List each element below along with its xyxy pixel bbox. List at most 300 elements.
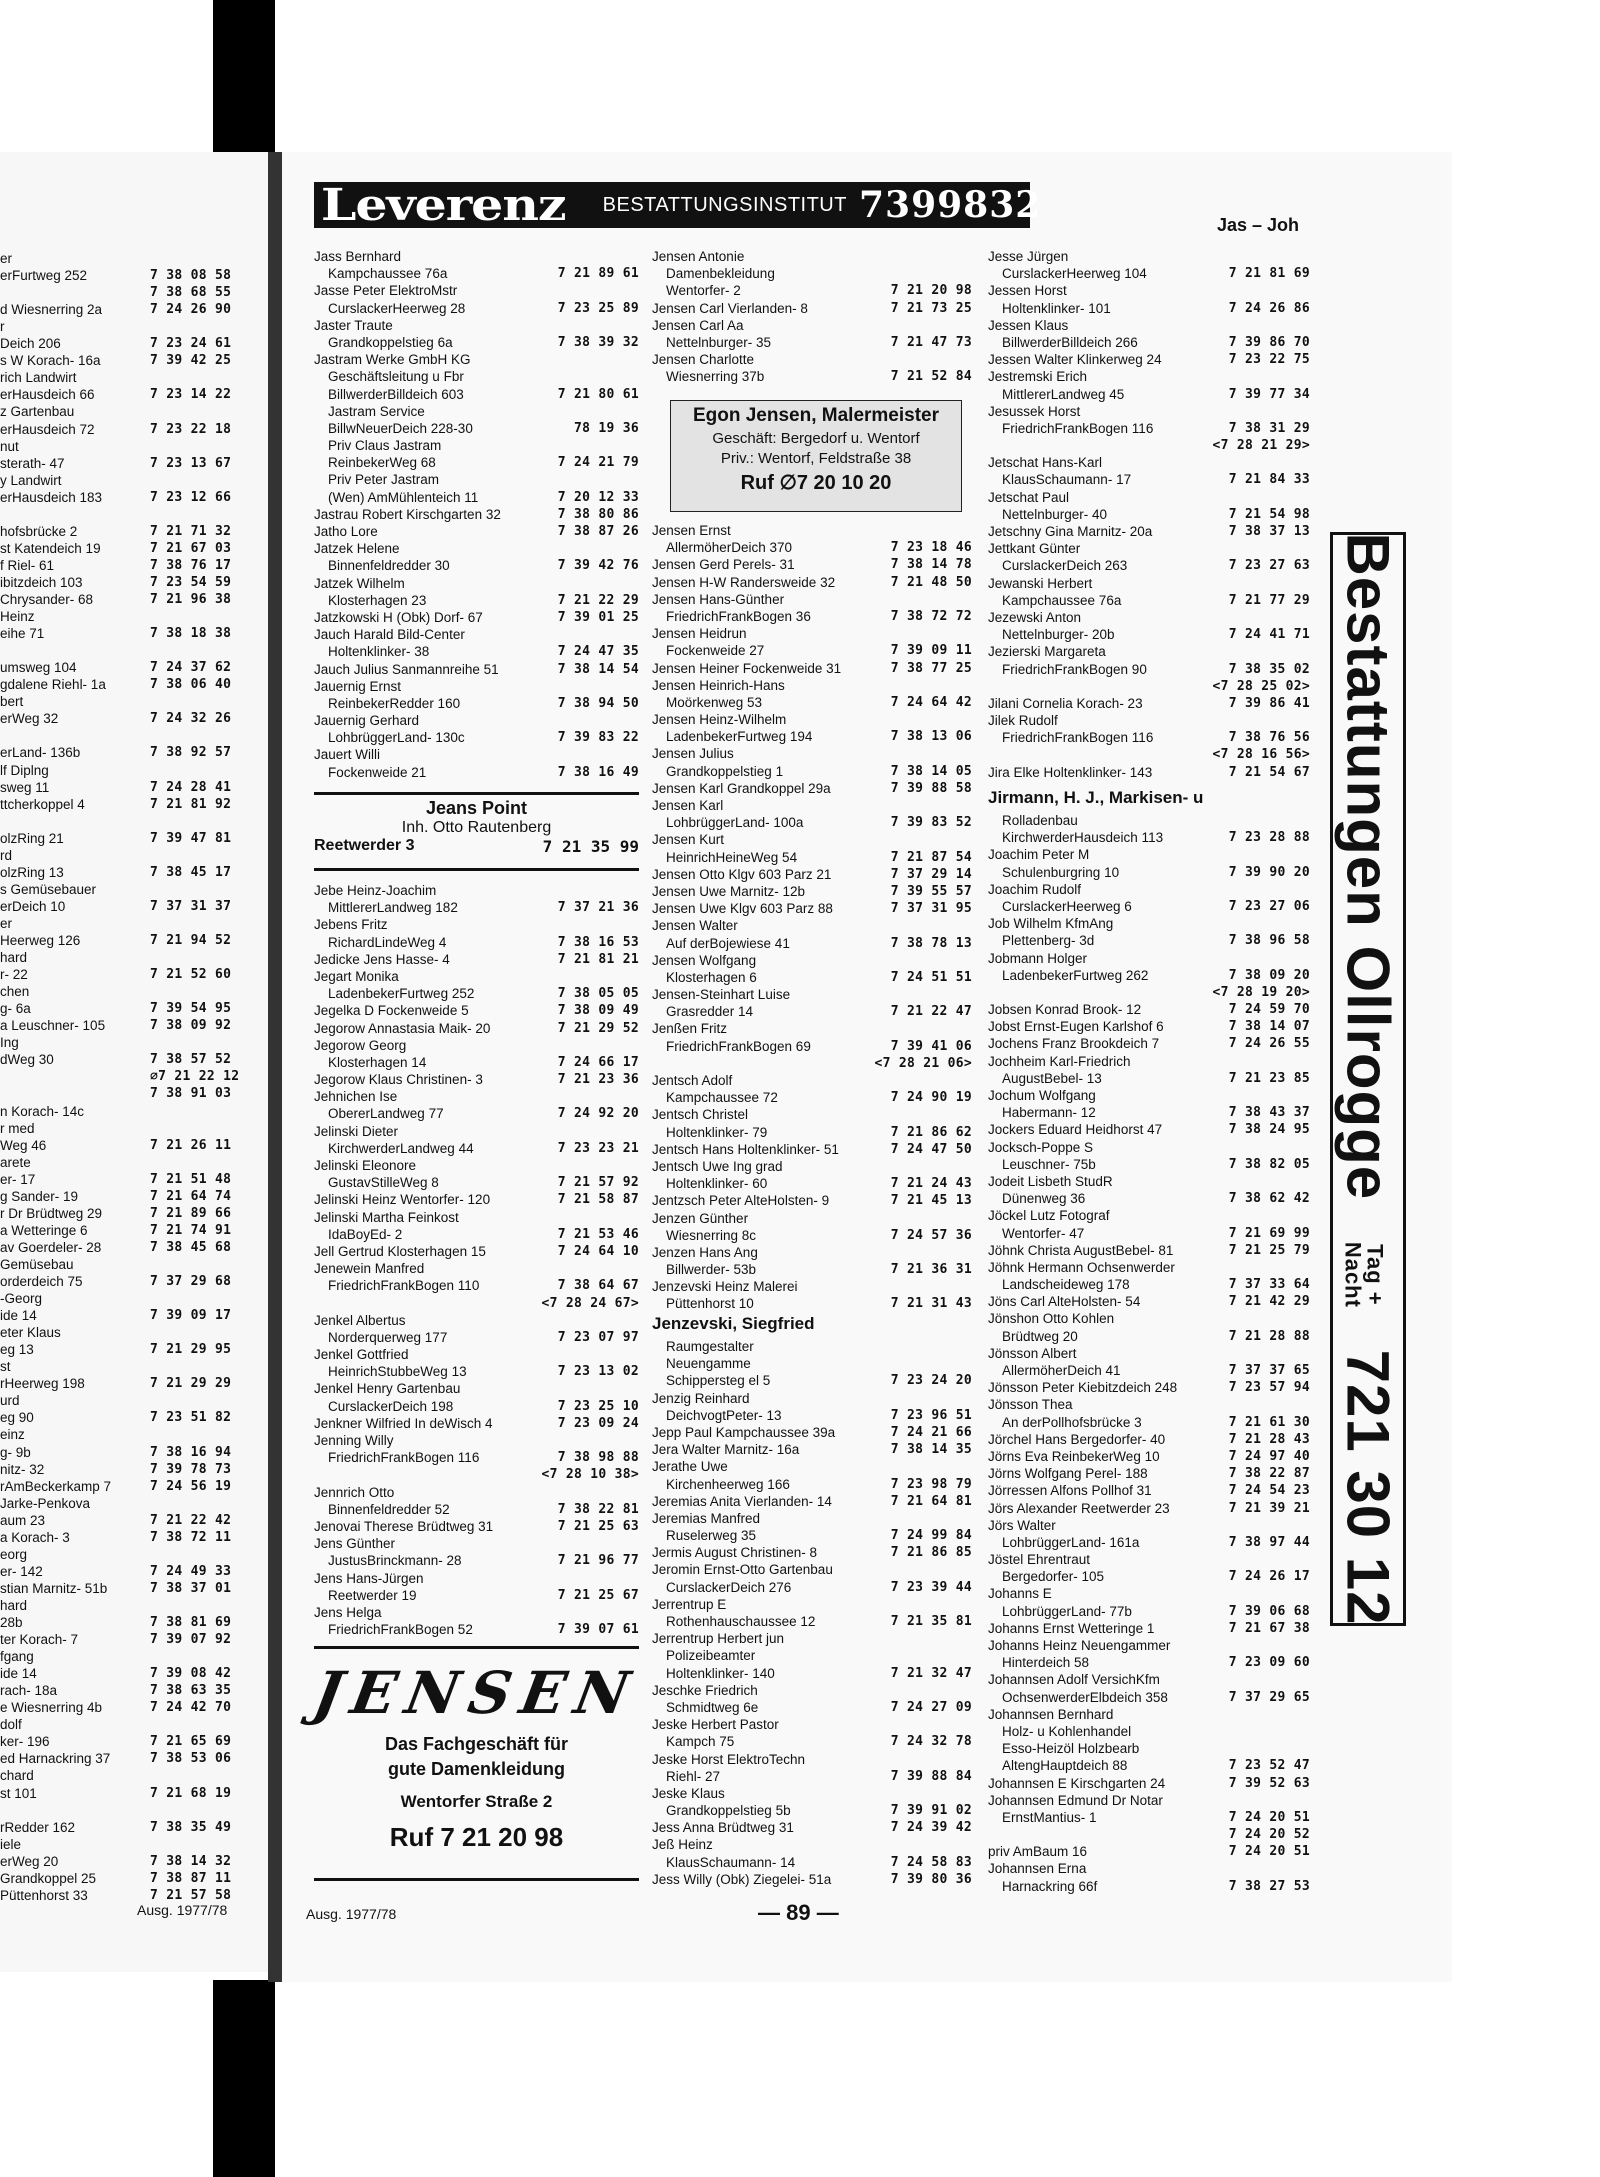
entry-name: Johannsen Erna: [988, 1861, 1087, 1877]
entry-phone: 7 21 47 73: [890, 334, 972, 350]
entry-phone: 7 23 52 47: [1228, 1758, 1310, 1774]
entry-phone: 7 24 47 50: [890, 1141, 972, 1157]
listing-entry: [988, 1689, 1310, 1706]
listing-entry: [988, 1551, 1310, 1568]
listing-entry: [652, 1561, 972, 1578]
listing-entry: [988, 506, 1310, 523]
entry-name: rach- 18a: [0, 1683, 58, 1699]
entry-name: ed Harnackring 37: [0, 1751, 111, 1767]
listing-entry: [314, 1054, 639, 1071]
listing-entry: [314, 729, 639, 746]
entry-name: ReinbekerWeg 68: [328, 455, 436, 471]
entry-name: Damenbekleidung: [666, 266, 775, 282]
entry-name: nut: [0, 438, 19, 454]
entry-name: Moörkenweg 53: [666, 694, 763, 710]
entry-name: Jesse Jürgen: [988, 249, 1069, 264]
entry-name: Grandkoppelstieg 1: [666, 763, 784, 779]
entry-name: Kampchaussee 76a: [328, 266, 448, 282]
entry-name: bert: [0, 694, 24, 710]
listing-entry: [314, 916, 639, 933]
listing-entry: [988, 898, 1310, 915]
listing-entry: [652, 1124, 972, 1141]
entry-name: GustavStilleWeg 8: [328, 1175, 439, 1191]
entry-phone: 7 38 63 35: [150, 1683, 232, 1699]
entry-phone: 7 21 61 30: [1228, 1414, 1310, 1430]
listing-entry: [988, 1792, 1310, 1809]
entry-name: Billwerder- 53b: [666, 1262, 757, 1278]
entry-phone: 7 24 51 51: [890, 969, 972, 985]
entry-name: g Sander- 19: [0, 1188, 79, 1204]
entry-phone: 7 21 26 11: [150, 1137, 232, 1153]
entry-name: (Wen) AmMühlenteich 11: [328, 489, 479, 505]
listing-entry: [988, 1087, 1310, 1104]
listing-entry: [652, 522, 972, 539]
listing-entry: [988, 1225, 1310, 1242]
listing-entry: [652, 1544, 972, 1561]
entry-name: Jenzig Reinhard: [652, 1390, 750, 1406]
entry-name: Jörs Walter: [988, 1517, 1056, 1533]
listing-entry: [652, 1407, 972, 1424]
entry-name: erWeg 32: [0, 711, 59, 727]
entry-phone: 7 23 13 67: [150, 455, 232, 471]
entry-name: An derPollhofsbrücke 3: [1002, 1414, 1142, 1430]
listing-entry: [314, 506, 639, 523]
listing-entry: [652, 1785, 972, 1802]
entry-name: Jessen Horst: [988, 283, 1067, 299]
entry-name: hard: [0, 950, 28, 966]
entry-name: Fockenweide 27: [666, 643, 765, 659]
entry-name: FriedrichFrankBogen 116: [328, 1450, 480, 1466]
entry-phone: 7 24 26 17: [1228, 1569, 1310, 1585]
entry-name: ker- 196: [0, 1734, 50, 1750]
entry-phone: 7 38 13 06: [890, 729, 972, 745]
page-number: — 89 —: [758, 1900, 839, 1925]
entry-phone: 7 37 29 65: [1228, 1689, 1310, 1705]
jeans-point-owner: Inh. Otto Rautenberg: [401, 819, 552, 836]
entry-phone: 7 21 52 60: [150, 967, 232, 983]
rule-below-jensen-ad: [314, 1878, 639, 1881]
entry-name: Brüdtweg 20: [1002, 1328, 1078, 1344]
entry-phone: 7 24 26 90: [150, 302, 232, 318]
entry-phone: 7 21 54 67: [1228, 764, 1310, 780]
entry-phone: 7 38 45 17: [150, 864, 232, 880]
entry-phone: 7 24 37 62: [150, 660, 232, 676]
listing-entry: [988, 248, 1310, 265]
listing-entry: [314, 1295, 639, 1312]
listing-entry: [314, 557, 639, 574]
entry-name: Jastram Werke GmbH KG: [314, 352, 471, 368]
entry-phone: 7 38 45 68: [150, 1239, 232, 1255]
entry-name: Schulenburgring 10: [1002, 864, 1120, 880]
entry-phone: 7 38 98 88: [557, 1450, 639, 1466]
entry-name: Grandkoppel 25: [0, 1870, 97, 1886]
entry-name: Deich 206: [0, 336, 61, 352]
entry-phone: 7 21 64 74: [150, 1188, 232, 1204]
listing-entry: [988, 1242, 1310, 1259]
listing-entry: [314, 300, 639, 317]
listing-entry: [652, 1175, 972, 1192]
entry-name: Jauch Julius Sanmannreihe 51: [314, 661, 499, 677]
entry-name: Jelinski Dieter: [314, 1123, 399, 1139]
entry-name: eorg: [0, 1546, 28, 1562]
entry-name: Holtenklinker- 38: [328, 644, 430, 660]
entry-name: Fockenweide 21: [328, 764, 427, 780]
entry-name: BillwerderBilldeich 266: [1002, 334, 1138, 350]
entry-name: Wiesnerring 8c: [666, 1227, 757, 1243]
listing-entry: [988, 540, 1310, 557]
listing-entry: [652, 1261, 972, 1278]
entry-phone: 7 38 09 49: [557, 1003, 639, 1019]
listing-entry: [652, 1390, 972, 1407]
listing-entry: [988, 1637, 1310, 1654]
entry-phone: 7 24 21 66: [890, 1424, 972, 1440]
entry-phone: 7 39 83 52: [890, 815, 972, 831]
entry-name: olzRing 21: [0, 830, 64, 846]
entry-name: Jensen Walter: [652, 918, 738, 934]
entry-name: AugustBebel- 13: [1002, 1070, 1102, 1086]
edition-footer: Ausg. 1977/78: [306, 1906, 397, 1922]
listing-entry: [652, 1665, 972, 1682]
entry-name: 28b: [0, 1615, 23, 1630]
entry-name: DeichvogtPeter- 13: [666, 1407, 782, 1423]
listing-entry: [652, 1682, 972, 1699]
leverenz-banner: [314, 179, 1042, 231]
ollrogge-phone: 721 30 12: [1334, 1349, 1402, 1626]
entry-phone: 7 21 77 29: [1228, 592, 1310, 608]
listing-entry: [314, 265, 639, 282]
listing-entry: [988, 1517, 1310, 1534]
leverenz-phone: 7399832: [858, 184, 1042, 226]
entry-phone: 7 38 76 17: [150, 557, 232, 573]
listing-entry: [988, 1018, 1310, 1035]
listing-entry: [652, 1441, 972, 1458]
entry-phone: 7 21 68 19: [150, 1785, 232, 1801]
rule-above-jensen-ad: [314, 1646, 639, 1649]
entry-name: Heinz: [0, 609, 35, 625]
listing-entry: [988, 695, 1310, 712]
entry-name: Riehl- 27: [666, 1768, 721, 1784]
entry-name: Jenning Willy: [314, 1433, 394, 1448]
entry-phone: 7 38 96 58: [1228, 933, 1310, 949]
entry-name: Jenewein Manfred: [314, 1261, 425, 1277]
entry-name: Heerweg 126: [0, 933, 81, 948]
listing-entry: [314, 454, 639, 471]
entry-name: erDeich 10: [0, 898, 66, 914]
entry-name: Schmidtweg 6e: [666, 1699, 759, 1715]
entry-name: KirchwerderHausdeich 113: [1002, 830, 1164, 846]
entry-name: ter Korach- 7: [0, 1632, 79, 1648]
entry-name: Neuengamme: [666, 1356, 751, 1372]
entry-phone: 7 24 20 52: [1228, 1827, 1310, 1843]
listing-entry: [652, 1278, 972, 1295]
entry-name: Weg 46: [0, 1137, 47, 1153]
entry-name: Jochens Franz Brookdeich 7: [988, 1036, 1160, 1052]
entry-phone: 7 21 45 13: [890, 1193, 972, 1209]
entry-name: Jegart Monika: [314, 968, 399, 984]
entry-name: er: [0, 251, 13, 266]
entry-phone: 7 21 25 79: [1228, 1242, 1310, 1258]
entry-phone: 7 23 57 94: [1228, 1380, 1310, 1396]
listing-entry: [652, 694, 972, 711]
listing-entry: [988, 1585, 1310, 1602]
listing-entry: [652, 866, 972, 883]
entry-name: Jegorow Annastasia Maik- 20: [314, 1020, 491, 1036]
entry-phone: 7 39 07 92: [150, 1632, 232, 1648]
entry-phone: 7 21 69 99: [1228, 1225, 1310, 1241]
entry-phone: 7 39 01 25: [557, 609, 639, 625]
entry-name: Jensen Ernst: [652, 523, 731, 538]
entry-name: AllermöherDeich 41: [1002, 1363, 1121, 1378]
entry-phone: 7 37 21 36: [557, 900, 639, 916]
entry-name: Jöhnk Hermann Ochsenwerder: [988, 1259, 1175, 1275]
entry-phone: 7 21 57 58: [150, 1887, 232, 1903]
entry-phone: 7 38 72 72: [890, 608, 972, 624]
listing-entry: [988, 300, 1310, 317]
entry-phone: 7 23 13 02: [557, 1364, 639, 1380]
listing-entry: [988, 1500, 1310, 1517]
listing-entry: [652, 1510, 972, 1527]
entry-phone: 7 23 12 66: [150, 489, 232, 505]
entry-phone: 7 38 92 57: [150, 745, 232, 761]
entry-name: Jenovai Therese Brüdtweg 31: [314, 1518, 494, 1534]
listing-entry: [652, 1871, 972, 1888]
entry-name: Jatzek Wilhelm: [314, 575, 405, 591]
entry-name: a Leuschner- 105: [0, 1018, 106, 1034]
listing-entry: [314, 1209, 639, 1226]
entry-phone: 7 39 52 63: [1228, 1775, 1310, 1791]
entry-name: Jezewski Anton: [988, 609, 1082, 625]
listing-entry: [314, 1157, 639, 1174]
entry-phone: 7 39 09 11: [890, 643, 972, 659]
entry-phone: 7 21 81 92: [150, 796, 232, 812]
entry-name: Jeschke Friedrich: [652, 1682, 758, 1698]
listing-entry: [652, 1768, 972, 1785]
entry-phone: 7 23 96 51: [890, 1407, 972, 1423]
entry-phone: 7 38 37 13: [1228, 524, 1310, 539]
entry-phone: 7 38 27 53: [1228, 1878, 1310, 1894]
entry-name: CurslackerDeich 198: [328, 1398, 454, 1414]
entry-name: Jerathe Uwe: [652, 1459, 728, 1475]
entry-phone: 7 24 97 40: [1228, 1448, 1310, 1464]
entry-phone: 7 21 24 43: [890, 1176, 972, 1192]
entry-name: Ruselerweg 35: [666, 1528, 757, 1544]
entry-phone: 7 23 23 21: [557, 1140, 639, 1156]
entry-phone: 7 24 27 09: [890, 1699, 972, 1715]
entry-name: er- 17: [0, 1171, 36, 1187]
entry-name: Jarke-Penkova: [0, 1495, 91, 1511]
listing-entry: [314, 1552, 639, 1569]
entry-name: Jensen Heiner Fockenweide 31: [652, 660, 842, 676]
listing-entry: [988, 846, 1310, 863]
entry-name: Jensen H-W Randersweide 32: [652, 574, 836, 590]
listing-entry: [314, 437, 639, 454]
entry-name: FriedrichFrankBogen 90: [1002, 661, 1147, 677]
entry-name: Jeß Heinz: [652, 1837, 713, 1853]
rule-below-jeans-point: [314, 868, 639, 871]
listing-entry: [988, 1431, 1310, 1448]
leverenz-subtitle: BESTATTUNGSINSTITUT: [602, 193, 847, 216]
entry-phone: 7 23 54 59: [150, 574, 232, 590]
entry-name: Holz- u Kohlenhandel: [1002, 1723, 1132, 1739]
entry-name: Jochheim Karl-Friedrich: [988, 1053, 1131, 1069]
entry-name: erWeg 20: [0, 1853, 59, 1869]
listing-entry: [652, 1227, 972, 1244]
listing-entry: [988, 643, 1310, 660]
entry-phone: 7 21 28 43: [1228, 1431, 1310, 1447]
entry-name: BillwNeuerDeich 228-30: [328, 420, 473, 436]
entry-name: Jebe Heinz-Joachim: [314, 883, 437, 898]
entry-name: Binnenfeldredder 52: [328, 1501, 450, 1517]
entry-name: a Wetteringe 6: [0, 1222, 88, 1238]
listing-entry: [314, 985, 639, 1002]
listing-entry: [652, 1596, 972, 1613]
entry-name: rAmBeckerkamp 7: [0, 1478, 112, 1494]
entry-phone: 7 39 86 41: [1228, 695, 1310, 711]
listing-entry: [988, 1826, 1310, 1843]
entry-name: eg 90: [0, 1410, 34, 1426]
jenzevski-heading: Jenzevski, Siegfried: [652, 1314, 815, 1333]
entry-name: s W Korach- 16a: [0, 353, 101, 369]
entry-name: LadenbekerFurtweg 252: [328, 986, 475, 1002]
listing-entry: [988, 557, 1310, 574]
entry-name: Nettelnburger- 40: [1002, 506, 1108, 522]
listing-entry: [988, 609, 1310, 626]
listing-entry: [652, 1751, 972, 1768]
listing-entry: [314, 1363, 639, 1380]
entry-name: er: [0, 915, 13, 931]
listing-entry: [652, 1244, 972, 1261]
entry-name: Jennrich Otto: [314, 1484, 395, 1500]
listing-entry: [988, 1104, 1310, 1121]
entry-name: y Landwirt: [0, 472, 62, 488]
listing-entry: [652, 814, 972, 831]
entry-phone: 7 38 37 01: [150, 1580, 232, 1596]
entry-name: Jeromin Ernst-Otto Gartenbau: [652, 1562, 833, 1578]
listing-entry: [314, 661, 639, 678]
entry-name: fgang: [0, 1649, 34, 1665]
entry-name: Jörns Eva ReinbekerWeg 10: [988, 1448, 1160, 1464]
listing-entry: [314, 1037, 639, 1054]
entry-phone: 7 38 78 13: [890, 935, 972, 951]
entry-phone: 7 21 67 38: [1228, 1620, 1310, 1636]
listing-entry: [652, 1647, 972, 1664]
entry-phone: 7 21 86 85: [890, 1545, 972, 1561]
entry-phone: 7 38 43 37: [1228, 1105, 1310, 1121]
directory-page: [282, 152, 1452, 1982]
column-2-lower: [652, 1338, 972, 1888]
entry-name: Jauernig Ernst: [314, 678, 402, 694]
binding-strip-bottom: [213, 1980, 275, 2177]
entry-name: FriedrichFrankBogen 36: [666, 608, 811, 624]
jeans-point-street: Reetwerder 3: [314, 837, 415, 854]
listing-entry: [652, 1802, 972, 1819]
listing-entry: [314, 951, 639, 968]
entry-name: Jilek Rudolf: [988, 713, 1058, 729]
listing-entry: [652, 1733, 972, 1750]
entry-name: Norderquerweg 177: [328, 1329, 448, 1345]
listing-entry: [988, 1534, 1310, 1551]
jensen-fashion-ad: [308, 1658, 645, 1853]
entry-name: Jensen Julius: [652, 746, 734, 762]
listing-entry: [314, 1484, 639, 1501]
entry-phone: 7 24 49 33: [150, 1563, 232, 1579]
entry-name: Leuschner- 75b: [1002, 1156, 1096, 1172]
entry-phone: 7 38 91 03: [150, 1086, 232, 1102]
entry-name: CurslackerHeerweg 28: [328, 300, 466, 316]
listing-entry: [652, 300, 972, 317]
entry-name: e Wiesnerring 4b: [0, 1700, 103, 1716]
entry-name: ide 14: [0, 1666, 37, 1682]
entry-name: dWeg 30: [0, 1052, 54, 1068]
listing-entry: [988, 368, 1310, 385]
entry-name: g- 6a: [0, 1001, 31, 1017]
entry-phone: 7 38 87 11: [150, 1870, 232, 1886]
entry-name: Jobmann Holger: [988, 950, 1088, 966]
entry-phone: 7 21 23 36: [557, 1072, 639, 1088]
listing-entry: [988, 575, 1310, 592]
listing-entry: [652, 1458, 972, 1475]
entry-phone: 7 38 14 05: [890, 763, 972, 779]
entry-phone: 7 38 14 32: [150, 1853, 232, 1869]
entry-name: Jöns Carl AlteHolsten- 54: [988, 1294, 1141, 1310]
entry-name: Jettkant Günter: [988, 541, 1081, 557]
entry-name: Jehnichen Ise: [314, 1089, 398, 1105]
entry-name: Jensen Charlotte: [652, 352, 755, 368]
entry-name: Klosterhagen 23: [328, 592, 427, 608]
listing-entry: [652, 574, 972, 591]
listing-entry: [988, 265, 1310, 282]
entry-name: CurslackerHeerweg 6: [1002, 898, 1132, 914]
listing-entry: [988, 661, 1310, 678]
entry-phone: 7 38 14 78: [890, 557, 972, 573]
listing-entry: [652, 1372, 972, 1389]
entry-phone: 7 38 35 02: [1228, 661, 1310, 677]
entry-phone: 7 38 16 94: [150, 1444, 232, 1460]
entry-phone: 7 21 39 21: [1228, 1500, 1310, 1516]
listing-entry: [652, 591, 972, 608]
listing-entry: [314, 489, 639, 506]
entry-name: Habermann- 12: [1002, 1105, 1096, 1121]
entry-name: hofsbrücke 2: [0, 523, 78, 539]
listing-entry: [988, 1775, 1310, 1792]
listing-entry: [314, 1380, 639, 1397]
listing-entry: [988, 403, 1310, 420]
entry-phone: 7 39 86 70: [1228, 334, 1310, 350]
listing-entry: [314, 1071, 639, 1088]
entry-name: r med: [0, 1120, 35, 1136]
entry-name: Jönshon Otto Kohlen: [988, 1311, 1115, 1327]
entry-name: Job Wilhelm KfmAng: [988, 916, 1114, 932]
entry-name: Jensen Heidrun: [652, 626, 747, 642]
entry-name: LohbrüggerLand- 130c: [328, 730, 465, 746]
listing-entry: [988, 1860, 1310, 1877]
entry-phone: 7 24 20 51: [1228, 1809, 1310, 1825]
listing-entry: [314, 420, 639, 437]
listing-entry: [314, 1570, 639, 1587]
entry-name: Johannsen Edmund Dr Notar: [988, 1792, 1163, 1808]
entry-name: Jess Anna Brüdtweg 31: [652, 1820, 794, 1836]
entry-name: Gemüsebau: [0, 1256, 74, 1272]
entry-name: FriedrichFrankBogen 116: [1002, 730, 1154, 746]
listing-entry: [314, 1105, 639, 1122]
entry-phone: 7 38 14 54: [557, 661, 639, 677]
entry-phone: 7 39 47 81: [150, 830, 232, 846]
entry-name: Jensen Kurt: [652, 832, 725, 848]
entry-phone: 7 21 96 77: [557, 1553, 639, 1569]
listing-entry: [314, 899, 639, 916]
entry-name: Raumgestalter: [666, 1339, 754, 1354]
entry-name: Landscheideweg 178: [1002, 1277, 1130, 1293]
